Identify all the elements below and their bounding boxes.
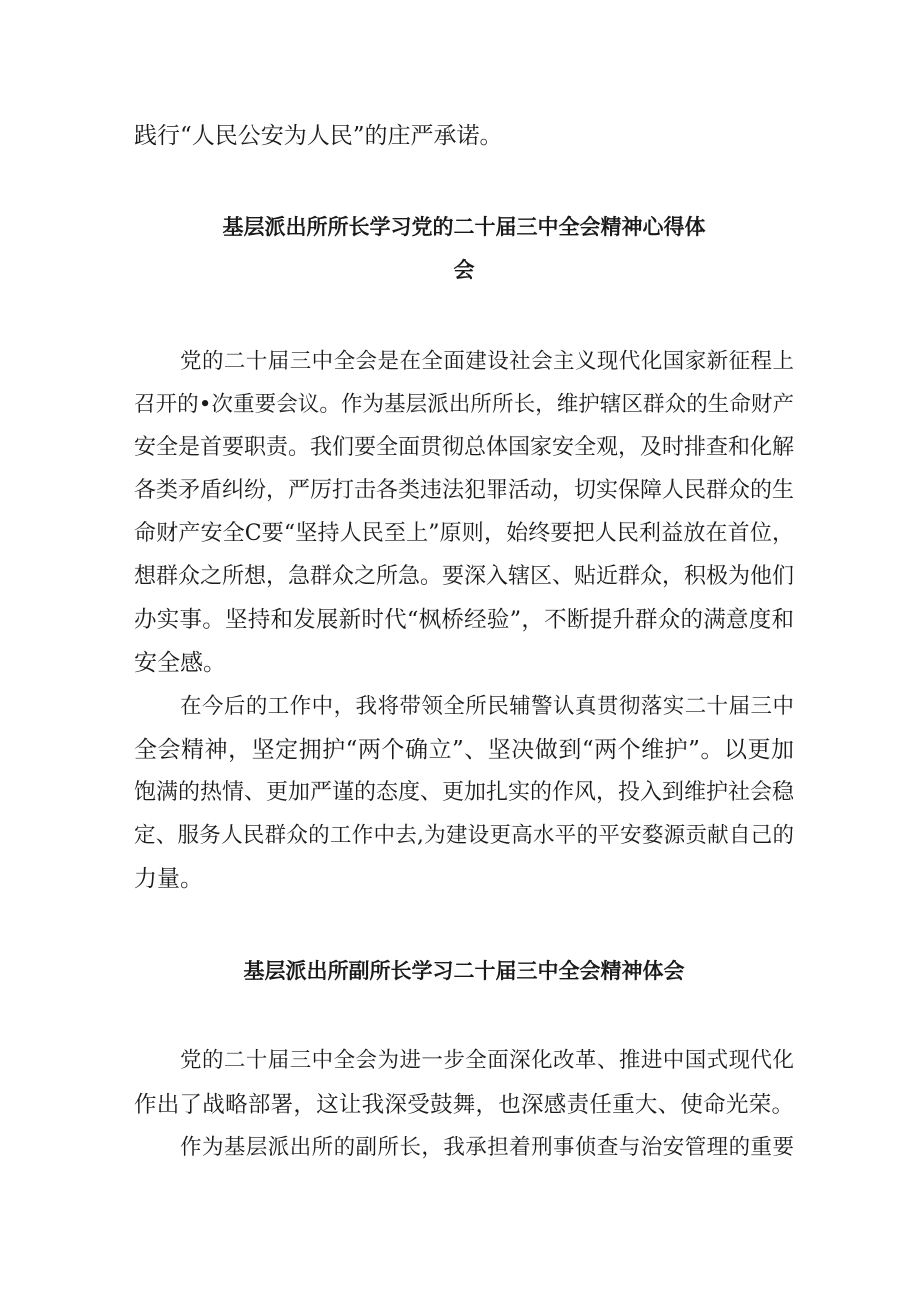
- section1-para1-line: 办实事。坚持和发展新时代“枫桥经验”，不断提升群众的满意度和: [134, 607, 794, 633]
- section1-para1-line: 安全感。: [134, 650, 226, 676]
- section1-para1-line: 想群众之所想，急群众之所急。要深入辖区、贴近群众，积极为他们: [134, 564, 795, 589]
- section1-para2-line: 力量。: [134, 866, 203, 892]
- section2-para2-line: 作为基层派出所的副所长，我承担着刑事侦查与治安管理的重要: [180, 1135, 794, 1160]
- section1-para2-line: 在今后的工作中，我将带领全所民辅警认真贯彻落实二十届三中: [180, 694, 794, 719]
- section2-title: 基层派出所副所长学习二十届三中全会精神体会: [243, 959, 685, 983]
- section2-para1-line: 作出了战略部署，这让我深受鼓舞，也深感责任重大、使命光荣。: [134, 1092, 794, 1118]
- section1-para1-line: 命财产安全C要“坚持人民至上”原则，始终要把人民利益放在首位，: [134, 521, 794, 546]
- section1-para1-line: 召开的•次重要会议。作为基层派出所所长，维护辖区群众的生命财产: [134, 392, 794, 417]
- section1-para2-line: 定、服务人民群众的工作中去,为建设更高水平的平安婺源贡献自己的: [134, 823, 794, 848]
- section1-para2-line: 全会精神，坚定拥护“两个确立”、坚决做到“两个维护”。以更加: [134, 737, 794, 763]
- section1-para1-line: 党的二十届三中全会是在全面建设社会主义现代化国家新征程上: [180, 349, 794, 374]
- section1-para2-line: 饱满的热情、更加严谨的态度、更加扎实的作风，投入到维护社会稳: [134, 780, 795, 805]
- section1-para1-line: 安全是首要职责。我们要全面贯彻总体国家安全观，及时排查和化解: [134, 435, 795, 460]
- section2-para1-line: 党的二十届三中全会为进一步全面深化改革、推进中国式现代化: [180, 1048, 794, 1073]
- section1-title-line1: 基层派出所所长学习党的二十届三中全会精神心得体: [222, 215, 706, 239]
- section1-para1-line: 各类矛盾纠纷，严厉打击各类违法犯罪活动，切实保障人民群众的生: [134, 478, 795, 503]
- intro-tail-line: 践行“人民公安为人民”的庄严承诺。: [134, 123, 503, 149]
- section1-title-line2: 会: [453, 258, 475, 282]
